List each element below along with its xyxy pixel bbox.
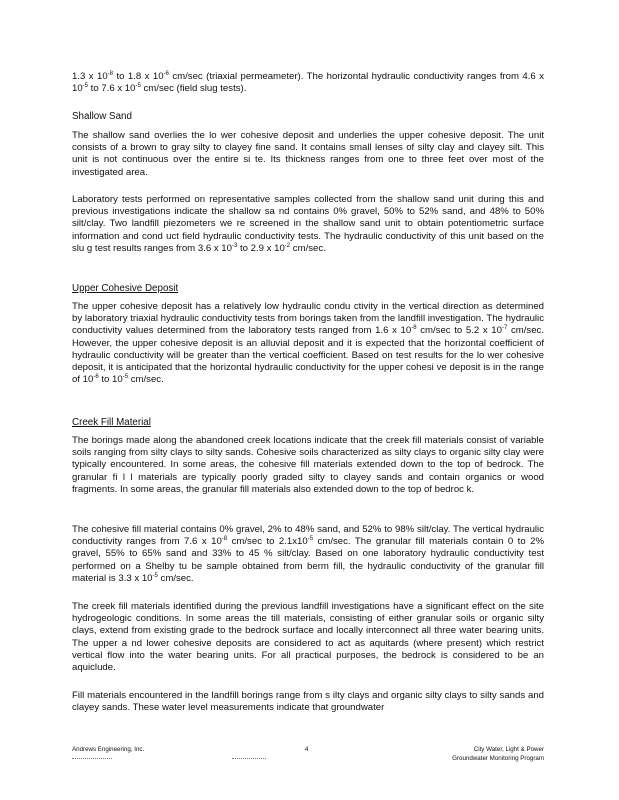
footer-page-number: 4 [305,746,309,753]
heading-shallow-sand: Shallow Sand [72,111,132,122]
footer-company: Andrews Engineering, Inc. [72,746,145,753]
creek-fill-paragraph-1: The borings made along the abandoned creek locations indicate that the creek fill materials consist of variable soils ranging from silty clays to silty sands. Cohesive soils characterized as silty clays to organic silty clay were typically encountered. In some areas, the cohesive fill materials extended down to the top of bedrock. The granular fi l l materials are typically poorly graded silty to clayey sands and contain organics or wood fragments. In some areas, the granular fill materials also extended down to the top of bedroc k. [72,435,544,495]
footer-client: City Water, Light & Power [473,746,544,753]
upper-cohesive-paragraph: The upper cohesive deposit has a relatively low hydraulic condu ctivity in the vertical direction as determined by laboratory triaxial hydraulic conductivity tests from borings taken from the landfill investigation. The hydraulic conductivity values determined from the laboratory tests ranged from 1.6 x $10^{-8}$ cm/sec to 5.2 x $10^{-7}$ cm/sec. However, the upper cohesive deposit is an alluvial deposit and it is expected that the horizontal coefficient of hydraulic conductivity will be greater than the vertical coefficient. Based on test results for the lo wer cohesive deposit, it is anticipated that the horizontal hydraulic conductivity for the upper cohesi ve deposit is in the range of $10^{-6}$ to $10^{-5}$ cm/sec. [72,301,545,386]
footer-file-path-mark [72,758,112,762]
creek-fill-paragraph-2: The cohesive fill material contains 0% gravel, 2% to 48% sand, and 52% to 98% silt/clay. The vertical hydraulic conductivity ranges from 7.6 x $10^{-8}$ cm/sec to $2.1x10^{-5}$ cm/sec. The granular fill materials contain 0 to 2% gravel, 55% to 65% sand and 33% to 45 % silt/clay. Based on one laboratory hydraulic conductivity test performed on a Shelby tu be sample obtained from berm fill, the hydraulic conductivity of the granular fill material is 3.3 x $10^{-5}$ cm/sec. [72,524,545,584]
creek-fill-paragraph-4: Fill materials encountered in the landfill borings range from s ilty clays and organic silty clays to silty sands and clayey sands. These water level measurements indicate that groundwater [72,690,544,714]
heading-upper-cohesive-deposit: Upper Cohesive Deposit [72,283,179,294]
intro-paragraph: 1.3 x $10^{-8}$ to 1.8 x $10^{-6}$ cm/sec (triaxial permeameter). The horizontal hydraulic conductivity ranges from 4.6 x $10^{-5}$ to 7.6 x $10^{-5}$ cm/sec (field slug tests). [72,71,544,95]
footer-program: Groundwater Monitoring Program [452,755,544,762]
shallow-sand-paragraph-2: Laboratory tests performed on representative samples collected from the shallow sand unit during this and previous investigations indicate the shallow sa nd contains 0% gravel, 50% to 52% sand, and 48% to 50% silt/clay. Two landfill piezometers we re screened in the shallow sand unit to obtain potentiometric surface information and cond uct field hydraulic conductivity tests. The hydraulic conductivity of this unit based on the slu g test results ranges from 3.6 x $10^{-3}$ to 2.9 x $10^{-2}$ cm/sec. [72,194,544,254]
footer-doc-id-mark [232,758,266,762]
shallow-sand-paragraph-1: The shallow sand overlies the lo wer cohesive deposit and underlies the upper cohesive deposit. The unit consists of a brown to gray silty to clayey fine sand. It contains small lenses of silty clay and clayey silt. This unit is not continuous over the entire si te. Its thickness ranges from one to three feet over most of the investigated area. [72,130,544,178]
creek-fill-paragraph-3: The creek fill materials identified during the previous landfill investigations have a significant effect on the site hydrogeologic conditions. In some areas the till materials, consisting of either granular soils or organic silty clays, extend from existing grade to the bedrock surface and locally interconnect all three water bearing units. The upper a nd lower cohesive deposits are considered to act as aquitards (where present) which restrict vertical flow into the water bearing units. For all practical purposes, the bedrock is considered to be an aquiclude. [72,601,544,674]
heading-creek-fill-material: Creek Fill Material [72,417,151,428]
